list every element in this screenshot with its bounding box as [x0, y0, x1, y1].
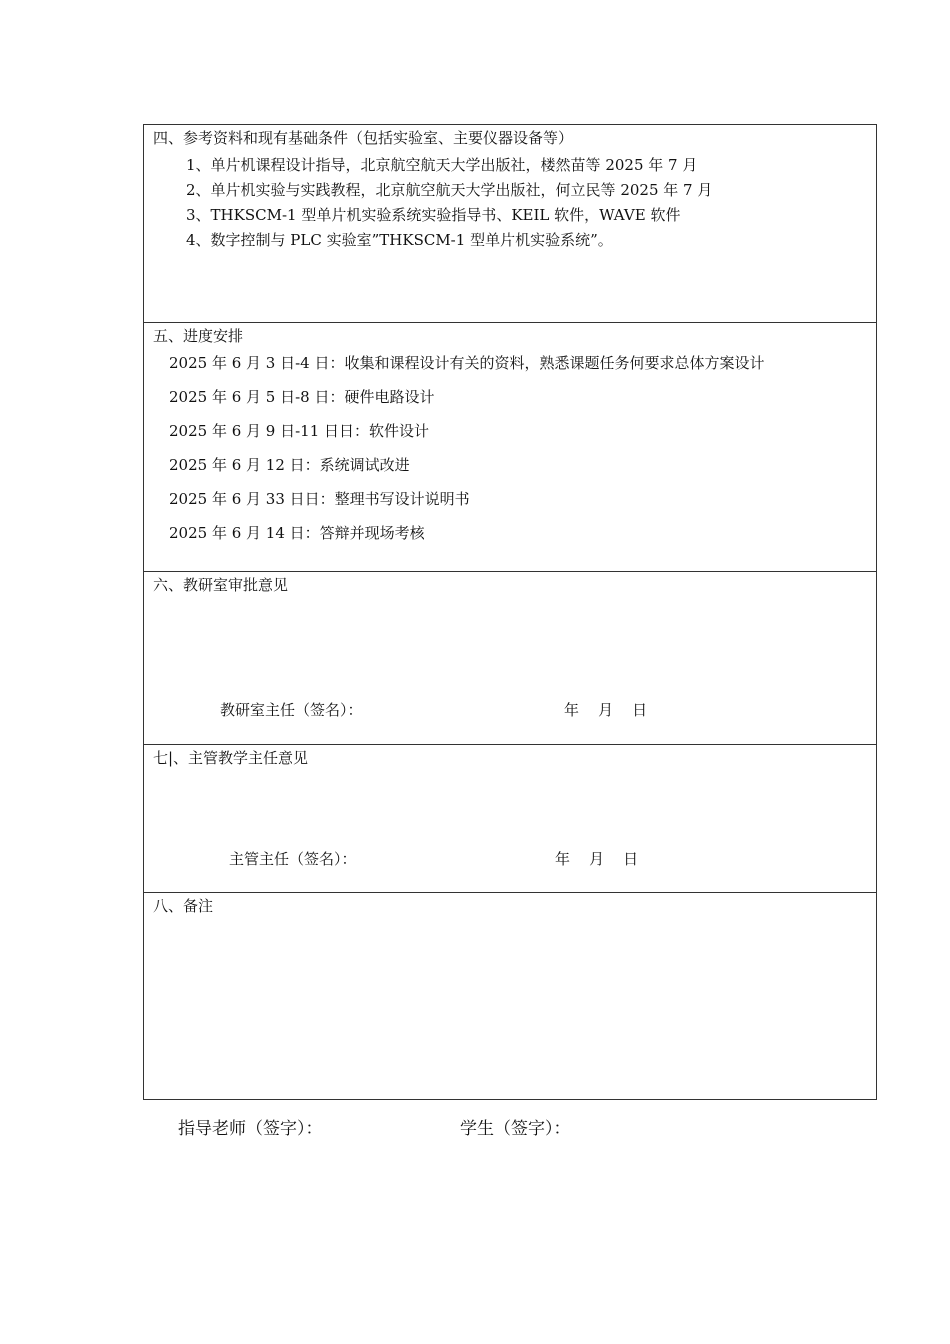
schedule-item: 2025 年 6 月 12 日：系统调试改进 — [169, 456, 410, 474]
schedule-title: 五、进度安排 — [153, 327, 244, 345]
references-list — [186, 153, 712, 253]
director-date-label: 年 月 日 — [555, 850, 639, 868]
task-form-table — [143, 124, 877, 1100]
dept-approval-title: 六、教研室审批意见 — [153, 576, 289, 594]
references-section — [144, 125, 876, 323]
dept-approval-section — [144, 572, 876, 745]
reference-item: 2、单片机实验与实践教程，北京航空航天大学出版社，何立民等 2025 年 7 月 — [186, 181, 713, 199]
reference-item: 4、数字控制与 PLC 实验室”THKSCM-1 型单片机实验系统”。 — [186, 231, 613, 249]
schedule-item: 2025 年 6 月 5 日-8 日：硬件电路设计 — [169, 388, 435, 406]
director-signature-label: 主管主任（签名）： — [229, 850, 357, 868]
advisor-signature-label: 指导老师（签字）： — [178, 1119, 323, 1139]
schedule-section — [144, 323, 876, 572]
student-signature-label: 学生（签字）： — [460, 1119, 571, 1139]
director-opinion-section — [144, 745, 876, 893]
director-opinion-title: 七|、主管教学主任意见 — [153, 749, 309, 767]
schedule-item: 2025 年 6 月 3 日-4 日：收集和课程设计有关的资料，熟悉课题任务何要求总体方案设计 — [169, 354, 765, 372]
reference-item: 1、单片机课程设计指导，北京航空航天大学出版社，楼然苗等 2025 年 7 月 — [186, 156, 698, 174]
notes-section — [144, 893, 876, 1099]
notes-title: 八、备注 — [153, 897, 214, 915]
schedule-item: 2025 年 6 月 33 日日：整理书写设计说明书 — [169, 490, 470, 508]
schedule-item: 2025 年 6 月 14 日：答辩并现场考核 — [169, 524, 425, 542]
dept-head-signature-label: 教研室主任（签名）： — [220, 701, 363, 719]
references-title: 四、参考资料和现有基础条件（包括实验室、主要仪器设备等） — [153, 129, 574, 147]
schedule-item: 2025 年 6 月 9 日-11 日日：软件设计 — [169, 422, 430, 440]
schedule-list — [169, 346, 765, 550]
reference-item: 3、THKSCM-1 型单片机实验系统实验指导书、KEIL 软件，WAVE 软件 — [186, 206, 681, 224]
dept-approval-date-label: 年 月 日 — [564, 701, 648, 719]
